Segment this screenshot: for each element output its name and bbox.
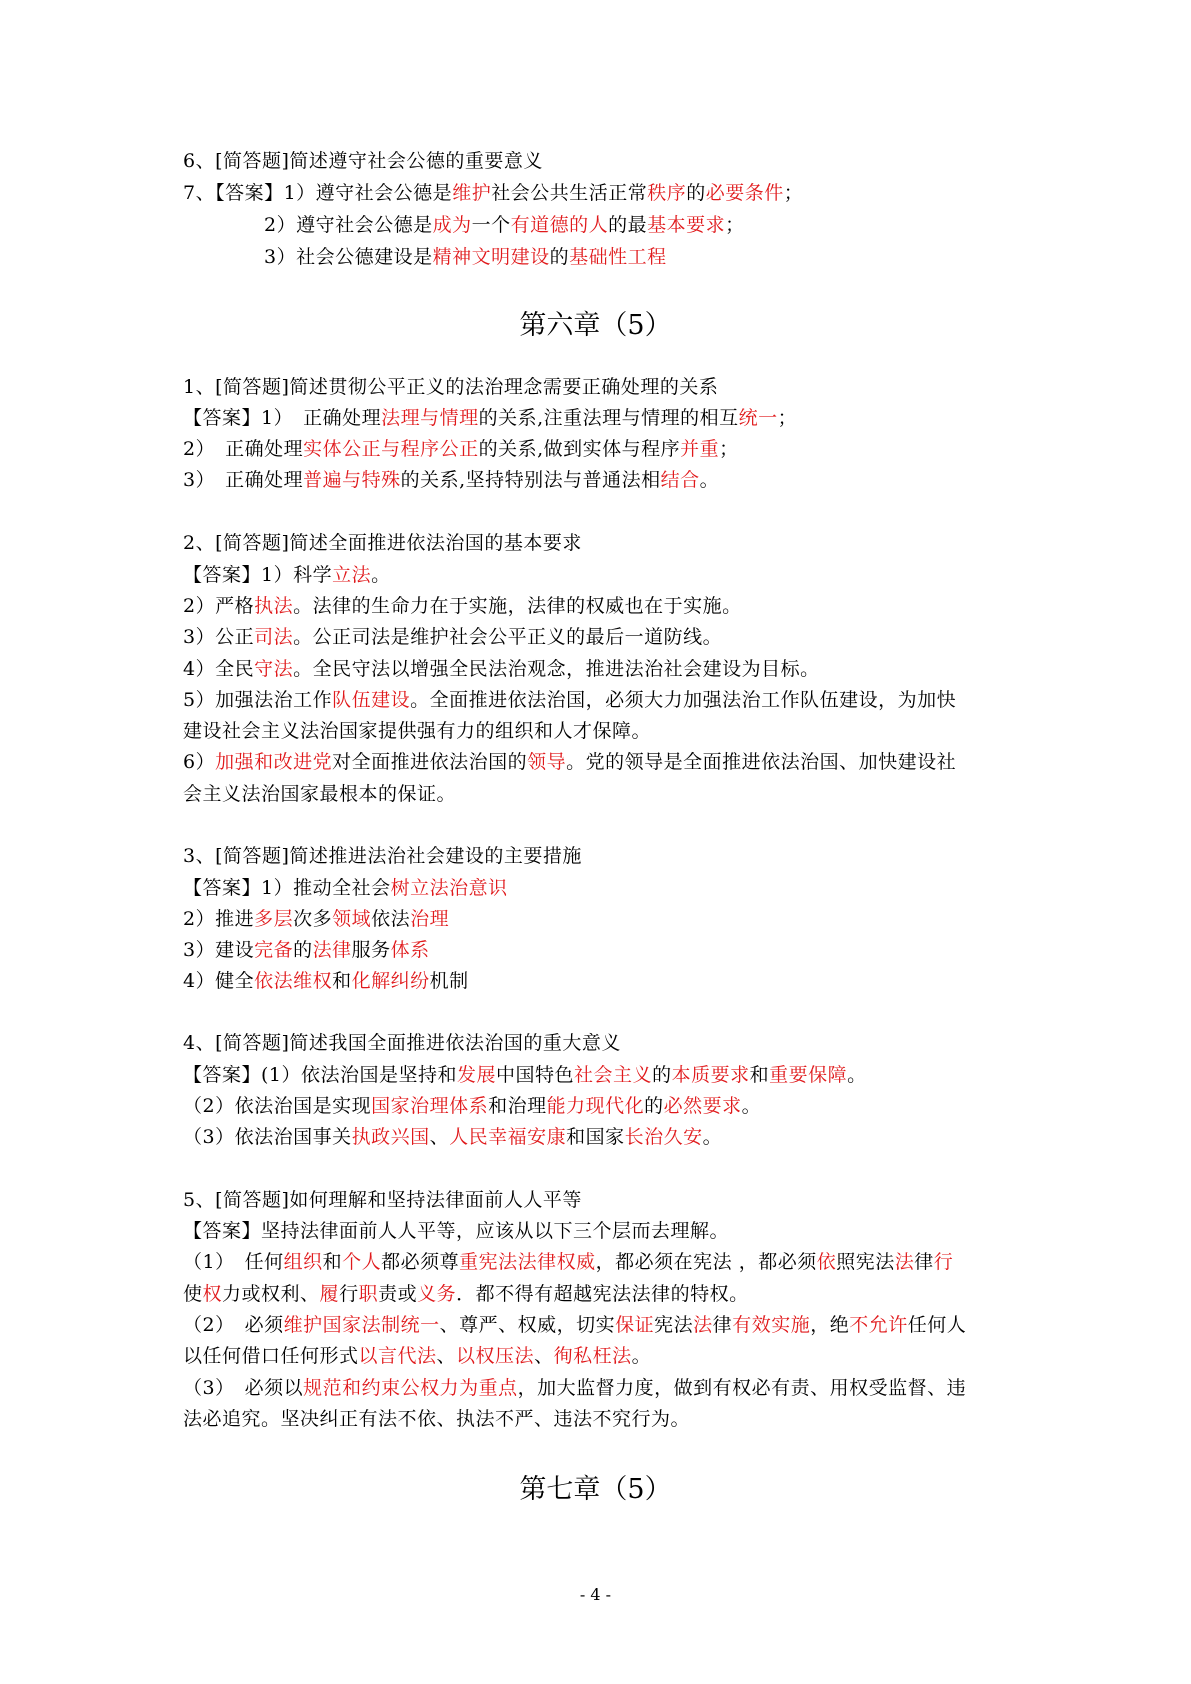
text-segment: 。全面推进依法治国，必须大力加强法治工作队伍建设，为加快 bbox=[410, 689, 957, 711]
highlighted-text: 重宪法法律权威 bbox=[459, 1251, 596, 1273]
text-segment: 。 bbox=[631, 1345, 652, 1367]
text-segment: 3、[简答题]简述推进法治社会建设的主要措施 bbox=[183, 845, 582, 867]
text-segment: 2）严格 bbox=[183, 595, 255, 617]
text-line bbox=[183, 374, 718, 400]
text-segment: ，都必须在宪法 ，都必须 bbox=[595, 1251, 817, 1273]
text-segment: （2） 必须 bbox=[183, 1314, 284, 1336]
text-segment: 和国家 bbox=[566, 1126, 625, 1148]
text-segment: 【答案】1）科学 bbox=[183, 564, 333, 586]
text-segment: 和 bbox=[322, 1251, 343, 1273]
text-line bbox=[183, 148, 543, 174]
highlighted-text: 社会主义 bbox=[574, 1064, 653, 1086]
highlighted-text: 秩序 bbox=[647, 182, 687, 204]
text-segment: 的 bbox=[644, 1095, 664, 1117]
highlighted-text: 规范和约束公权力为重点 bbox=[303, 1377, 518, 1399]
text-segment: 2）遵守社会公德是 bbox=[264, 214, 433, 236]
text-segment: 和 bbox=[749, 1064, 770, 1086]
text-line bbox=[183, 180, 803, 206]
highlighted-text: 不允许 bbox=[849, 1314, 908, 1336]
text-line bbox=[183, 562, 391, 588]
highlighted-text: 实体公正与程序公正 bbox=[303, 438, 479, 460]
text-line bbox=[183, 1062, 867, 1088]
text-segment: 机制 bbox=[429, 970, 469, 992]
text-line bbox=[183, 749, 956, 775]
text-segment: 2、[简答题]简述全面推进依法治国的基本要求 bbox=[183, 532, 582, 554]
highlighted-text: 统一 bbox=[738, 407, 778, 429]
text-segment: 社会公共生活正常 bbox=[491, 182, 648, 204]
text-segment: 4）健全 bbox=[183, 970, 255, 992]
text-segment: 的关系,坚持特别法与普通法相 bbox=[400, 469, 661, 491]
text-line bbox=[183, 656, 820, 682]
highlighted-text: 执法 bbox=[254, 595, 294, 617]
text-segment: 次多 bbox=[293, 908, 333, 930]
text-segment: 、 bbox=[534, 1345, 554, 1367]
highlighted-text: 多层 bbox=[254, 908, 294, 930]
text-segment: 3）公正 bbox=[183, 626, 255, 648]
highlighted-text: 维护 bbox=[452, 182, 492, 204]
highlighted-text: 权 bbox=[202, 1283, 223, 1305]
text-segment: 2） 正确处理 bbox=[183, 438, 304, 460]
text-segment: 使 bbox=[183, 1283, 203, 1305]
text-line bbox=[183, 593, 742, 619]
text-segment: ，加大监督力度，做到有权必有责、用权受监督、违 bbox=[517, 1377, 967, 1399]
text-segment: 的关系,做到实体与程序 bbox=[478, 438, 681, 460]
highlighted-text: 职 bbox=[358, 1283, 379, 1305]
text-segment: 依法 bbox=[371, 908, 411, 930]
text-line bbox=[183, 968, 469, 994]
highlighted-text: 体系 bbox=[390, 939, 430, 961]
page-number: - 4 - bbox=[579, 1585, 612, 1604]
highlighted-text: 个人 bbox=[342, 1251, 382, 1273]
text-line bbox=[183, 624, 722, 650]
highlighted-text: 并重 bbox=[680, 438, 720, 460]
text-segment: 服务 bbox=[351, 939, 391, 961]
text-segment: 和 bbox=[332, 970, 352, 992]
text-segment: 的最 bbox=[608, 214, 648, 236]
highlighted-text: 守法 bbox=[254, 658, 294, 680]
text-segment: 中国特色 bbox=[496, 1064, 575, 1086]
text-segment: 、 bbox=[436, 1345, 457, 1367]
text-segment: ； bbox=[777, 407, 798, 429]
text-segment: ，绝 bbox=[810, 1314, 850, 1336]
highlighted-text: 领导 bbox=[527, 751, 567, 773]
text-line bbox=[183, 1312, 966, 1338]
text-segment: 会主义法治国家最根本的保证。 bbox=[183, 783, 457, 805]
text-line bbox=[183, 436, 739, 462]
highlighted-text: 执政兴国 bbox=[351, 1126, 430, 1148]
highlighted-text: 必然要求 bbox=[663, 1095, 742, 1117]
text-segment: 行 bbox=[339, 1283, 359, 1305]
text-line bbox=[183, 1093, 761, 1119]
text-segment: 5、[简答题]如何理解和坚持法律面前人人平等 bbox=[183, 1189, 582, 1211]
highlighted-text: 维护国家法制统一 bbox=[283, 1314, 440, 1336]
highlighted-text: 组织 bbox=[283, 1251, 323, 1273]
highlighted-text: 有效实施 bbox=[732, 1314, 811, 1336]
highlighted-text: 本质要求 bbox=[671, 1064, 750, 1086]
text-segment: 。 bbox=[699, 469, 720, 491]
text-segment: 3）社会公德建设是 bbox=[264, 246, 433, 268]
text-segment: 的 bbox=[686, 182, 706, 204]
text-segment: ； bbox=[725, 214, 745, 236]
text-segment: 力或权利、 bbox=[222, 1283, 320, 1305]
text-segment: 【答案】1） 正确处理 bbox=[183, 407, 382, 429]
highlighted-text: 成为 bbox=[432, 214, 472, 236]
text-segment: 5）加强法治工作 bbox=[183, 689, 333, 711]
highlighted-text: 完备 bbox=[254, 939, 294, 961]
text-line bbox=[183, 1124, 722, 1150]
text-line bbox=[183, 530, 582, 556]
highlighted-text: 法律 bbox=[312, 939, 352, 961]
text-segment: 。全民守法以增强全民法治观念，推进法治社会建设为目标。 bbox=[293, 658, 820, 680]
text-segment: 以任何借口任何形式 bbox=[183, 1345, 359, 1367]
text-segment: 。 bbox=[702, 1126, 723, 1148]
highlighted-text: 结合 bbox=[660, 469, 700, 491]
text-segment: 。 bbox=[741, 1095, 762, 1117]
highlighted-text: 普遍与特殊 bbox=[303, 469, 401, 491]
highlighted-text: 履 bbox=[319, 1283, 340, 1305]
text-line bbox=[264, 212, 745, 238]
text-segment: 。公正司法是维护社会公平正义的最后一道防线。 bbox=[293, 626, 723, 648]
text-segment: （1） 任何 bbox=[183, 1251, 284, 1273]
text-segment: 对全面推进依法治国的 bbox=[332, 751, 528, 773]
text-line bbox=[183, 1281, 749, 1307]
text-segment: 3）建设 bbox=[183, 939, 255, 961]
text-segment: 【答案】(1）依法治国是坚持和 bbox=[183, 1064, 458, 1086]
text-segment: 照宪法 bbox=[836, 1251, 895, 1273]
text-line bbox=[183, 1406, 690, 1432]
highlighted-text: 树立法治意识 bbox=[390, 877, 508, 899]
highlighted-text: 基本要求 bbox=[647, 214, 726, 236]
text-line bbox=[264, 244, 667, 270]
text-segment: 1、[简答题]简述贯彻公平正义的法治理念需要正确处理的关系 bbox=[183, 376, 719, 398]
text-segment: （2）依法治国是实现 bbox=[183, 1095, 372, 1117]
highlighted-text: 发展 bbox=[457, 1064, 497, 1086]
text-segment: 都必须尊 bbox=[381, 1251, 460, 1273]
highlighted-text: 行 bbox=[933, 1251, 954, 1273]
text-line bbox=[183, 467, 719, 493]
text-segment: 2）推进 bbox=[183, 908, 255, 930]
text-segment: 律 bbox=[712, 1314, 733, 1336]
text-segment: 律 bbox=[914, 1251, 934, 1273]
text-line bbox=[183, 405, 797, 431]
text-segment: 4、[简答题]简述我国全面推进依法治国的重大意义 bbox=[183, 1032, 621, 1054]
text-segment: 责或 bbox=[378, 1283, 418, 1305]
highlighted-text: 治理 bbox=[410, 908, 450, 930]
chapter-7-heading: 第七章（5） bbox=[519, 1474, 672, 1505]
text-segment: 的 bbox=[652, 1064, 672, 1086]
text-segment: 。党的领导是全面推进依法治国、加快建设社 bbox=[566, 751, 957, 773]
text-line bbox=[183, 687, 956, 713]
text-segment: 的 bbox=[549, 246, 570, 268]
highlighted-text: 以权压法 bbox=[456, 1345, 535, 1367]
text-segment: 、 bbox=[429, 1126, 450, 1148]
text-line bbox=[183, 781, 456, 807]
text-segment: 【答案】坚持法律面前人人平等，应该从以下三个层而去理解。 bbox=[183, 1220, 730, 1242]
text-segment: 。 bbox=[847, 1064, 867, 1086]
highlighted-text: 基础性工程 bbox=[569, 246, 667, 268]
text-segment: ； bbox=[719, 438, 739, 460]
text-segment: ．都不得有超越宪法法律的特权。 bbox=[456, 1283, 749, 1305]
text-segment: （3） 必须以 bbox=[183, 1377, 304, 1399]
text-line bbox=[183, 1187, 582, 1213]
text-segment: 6） bbox=[183, 751, 216, 773]
text-line bbox=[183, 906, 449, 932]
text-line bbox=[183, 1249, 953, 1275]
highlighted-text: 法 bbox=[894, 1251, 915, 1273]
highlighted-text: 依法维权 bbox=[254, 970, 333, 992]
text-line bbox=[183, 875, 508, 901]
chapter-6-heading: 第六章（5） bbox=[519, 310, 672, 341]
highlighted-text: 人民幸福安康 bbox=[449, 1126, 567, 1148]
text-segment: 的关系,注重法理与情理的相互 bbox=[478, 407, 739, 429]
text-segment: 6、[简答题]简述遵守社会公德的重要意义 bbox=[183, 150, 543, 172]
highlighted-text: 法理与情理 bbox=[381, 407, 479, 429]
text-segment: 7、【答案】1）遵守社会公德是 bbox=[183, 182, 453, 204]
highlighted-text: 加强和改进党 bbox=[215, 751, 333, 773]
text-segment: 和治理 bbox=[488, 1095, 547, 1117]
text-segment: 。法律的生命力在于实施，法律的权威也在于实施。 bbox=[293, 595, 742, 617]
text-line bbox=[183, 1375, 966, 1401]
text-line bbox=[183, 1218, 729, 1244]
highlighted-text: 以言代法 bbox=[358, 1345, 437, 1367]
text-segment: 宪法 bbox=[654, 1314, 694, 1336]
highlighted-text: 保证 bbox=[615, 1314, 655, 1336]
text-segment: （3）依法治国事关 bbox=[183, 1126, 352, 1148]
highlighted-text: 精神文明建设 bbox=[432, 246, 550, 268]
text-segment: 建设社会主义法治国家提供强有力的组织和人才保障。 bbox=[183, 720, 652, 742]
text-segment: 法必追究。坚决纠正有法不依、执法不严、违法不究行为。 bbox=[183, 1408, 691, 1430]
text-line bbox=[183, 718, 651, 744]
highlighted-text: 领域 bbox=[332, 908, 372, 930]
highlighted-text: 徇私枉法 bbox=[553, 1345, 632, 1367]
text-segment: 。 bbox=[371, 564, 391, 586]
highlighted-text: 立法 bbox=[332, 564, 372, 586]
highlighted-text: 能力现代化 bbox=[546, 1095, 645, 1117]
highlighted-text: 重要保障 bbox=[769, 1064, 848, 1086]
highlighted-text: 法 bbox=[693, 1314, 713, 1336]
text-segment: ； bbox=[783, 182, 804, 204]
highlighted-text: 必要条件 bbox=[705, 182, 784, 204]
highlighted-text: 国家治理体系 bbox=[371, 1095, 489, 1117]
text-segment: 、尊严、权威，切实 bbox=[439, 1314, 616, 1336]
highlighted-text: 司法 bbox=[254, 626, 294, 648]
highlighted-text: 队伍建设 bbox=[332, 689, 411, 711]
highlighted-text: 依 bbox=[816, 1251, 837, 1273]
text-segment: 4）全民 bbox=[183, 658, 255, 680]
highlighted-text: 有道德的人 bbox=[510, 214, 609, 236]
text-segment: 的 bbox=[293, 939, 313, 961]
text-line bbox=[183, 1343, 651, 1369]
text-segment: 【答案】1）推动全社会 bbox=[183, 877, 391, 899]
highlighted-text: 义务 bbox=[417, 1283, 457, 1305]
text-segment: 3） 正确处理 bbox=[183, 469, 304, 491]
highlighted-text: 长治久安 bbox=[624, 1126, 703, 1148]
text-line bbox=[183, 937, 430, 963]
text-segment: 一个 bbox=[471, 214, 511, 236]
text-segment: 任何人 bbox=[907, 1314, 967, 1336]
text-line bbox=[183, 1030, 621, 1056]
text-line bbox=[183, 843, 582, 869]
highlighted-text: 化解纠纷 bbox=[351, 970, 430, 992]
